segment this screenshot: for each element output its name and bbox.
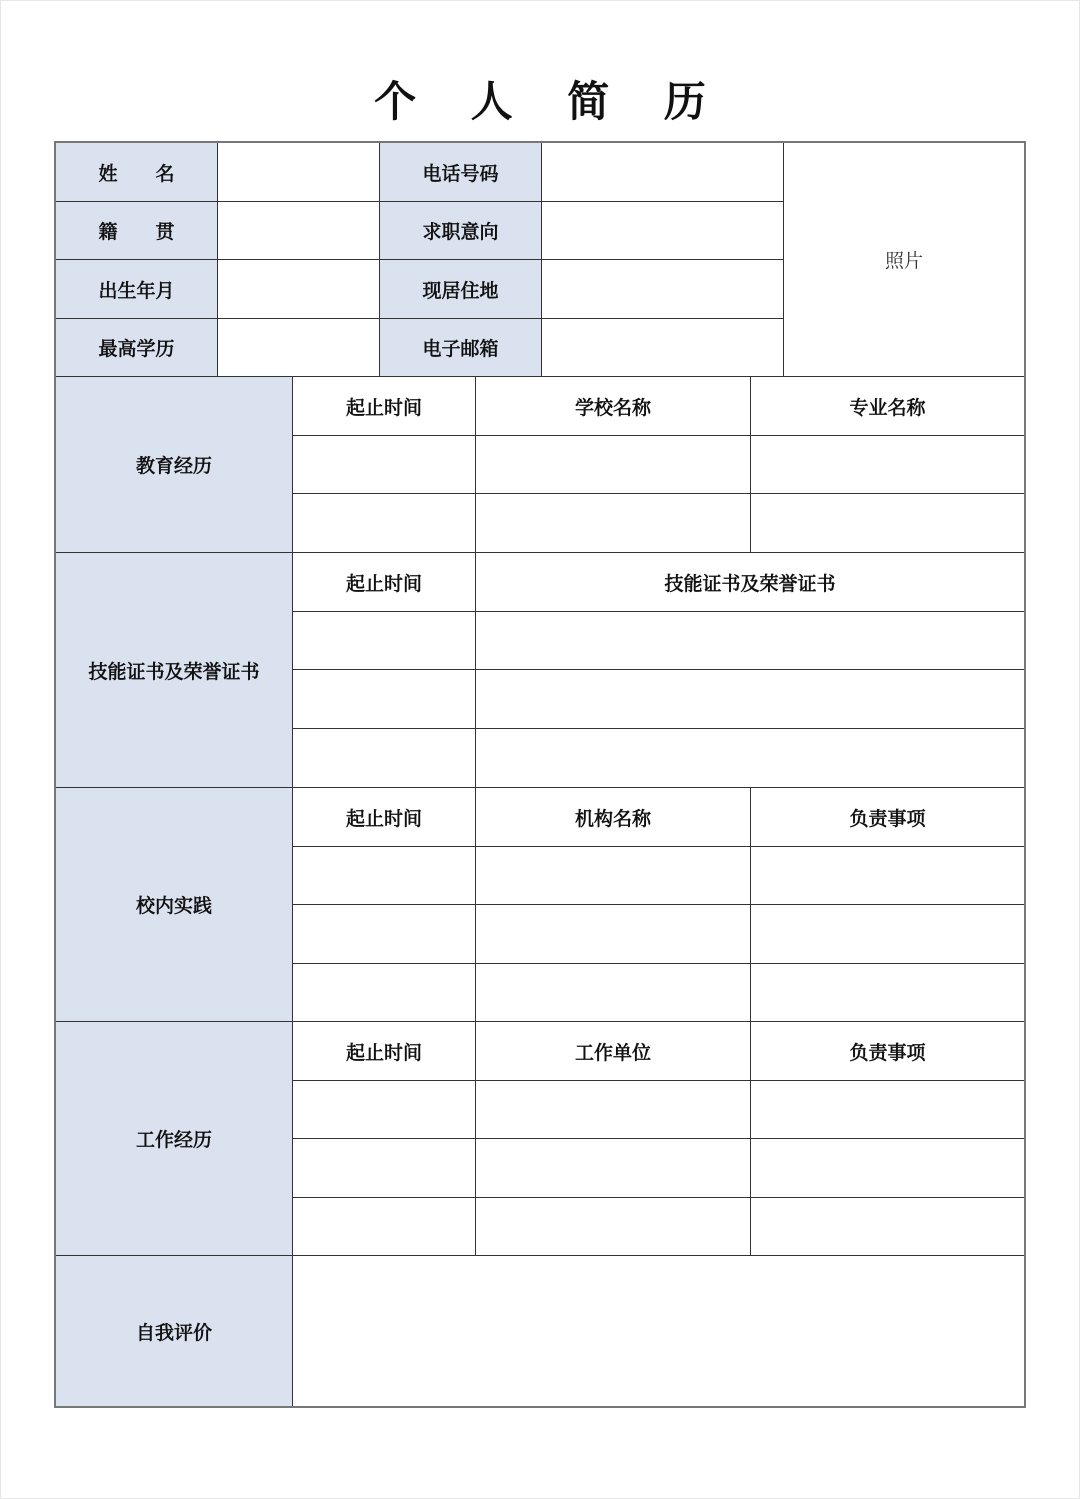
campus-practice-section-label: 校内实践	[56, 788, 293, 1022]
work-row-3-period[interactable]	[293, 1198, 476, 1256]
photo-box[interactable]: 照片	[784, 143, 1024, 377]
work-row-2-employer[interactable]	[476, 1139, 751, 1198]
job-intent-label: 求职意向	[380, 202, 542, 260]
work-row-1-duties[interactable]	[751, 1081, 1024, 1139]
education-header-major: 专业名称	[751, 377, 1024, 436]
certificates-row-3-name[interactable]	[476, 729, 1024, 788]
certificates-row-1-name[interactable]	[476, 612, 1024, 670]
name-label: 姓 名	[56, 143, 218, 202]
campus-row-1-organization[interactable]	[476, 847, 751, 905]
certificates-header-period: 起止时间	[293, 553, 476, 612]
education-section-label: 教育经历	[56, 377, 293, 553]
phone-field[interactable]	[542, 143, 784, 202]
resume-table	[54, 141, 1026, 1408]
education-row-1-major[interactable]	[751, 436, 1024, 494]
certificates-header-name: 技能证书及荣誉证书	[476, 553, 1024, 612]
phone-label: 电话号码	[380, 143, 542, 202]
campus-header-period: 起止时间	[293, 788, 476, 847]
work-section-label: 工作经历	[56, 1022, 293, 1256]
certificates-row-3-period[interactable]	[293, 729, 476, 788]
education-row-2-major[interactable]	[751, 494, 1024, 553]
certificates-row-2-period[interactable]	[293, 670, 476, 729]
campus-row-1-duties[interactable]	[751, 847, 1024, 905]
certificates-row-1-period[interactable]	[293, 612, 476, 670]
campus-header-organization: 机构名称	[476, 788, 751, 847]
work-row-1-employer[interactable]	[476, 1081, 751, 1139]
self-evaluation-field[interactable]	[293, 1256, 1024, 1406]
campus-row-1-period[interactable]	[293, 847, 476, 905]
name-field[interactable]	[218, 143, 380, 202]
education-row-2-period[interactable]	[293, 494, 476, 553]
education-row-2-school[interactable]	[476, 494, 751, 553]
self-evaluation-label: 自我评价	[56, 1256, 293, 1406]
origin-label: 籍 贯	[56, 202, 218, 260]
education-level-label: 最高学历	[56, 319, 218, 377]
education-header-school: 学校名称	[476, 377, 751, 436]
page-title: 个 人 简 历	[374, 77, 726, 126]
campus-row-2-duties[interactable]	[751, 905, 1024, 964]
certificates-section-label: 技能证书及荣誉证书	[56, 553, 293, 788]
campus-row-3-duties[interactable]	[751, 964, 1024, 1022]
work-row-3-employer[interactable]	[476, 1198, 751, 1256]
education-header-period: 起止时间	[293, 377, 476, 436]
certificates-row-2-name[interactable]	[476, 670, 1024, 729]
residence-field[interactable]	[542, 260, 784, 319]
birth-label: 出生年月	[56, 260, 218, 319]
email-field[interactable]	[542, 319, 784, 377]
work-header-duties: 负责事项	[751, 1022, 1024, 1081]
campus-row-2-organization[interactable]	[476, 905, 751, 964]
education-level-field[interactable]	[218, 319, 380, 377]
campus-row-3-period[interactable]	[293, 964, 476, 1022]
job-intent-field[interactable]	[542, 202, 784, 260]
education-row-1-school[interactable]	[476, 436, 751, 494]
birth-field[interactable]	[218, 260, 380, 319]
work-row-3-duties[interactable]	[751, 1198, 1024, 1256]
work-header-period: 起止时间	[293, 1022, 476, 1081]
campus-header-duties: 负责事项	[751, 788, 1024, 847]
campus-row-2-period[interactable]	[293, 905, 476, 964]
work-header-employer: 工作单位	[476, 1022, 751, 1081]
origin-field[interactable]	[218, 202, 380, 260]
work-row-2-period[interactable]	[293, 1139, 476, 1198]
campus-row-3-organization[interactable]	[476, 964, 751, 1022]
email-label: 电子邮箱	[380, 319, 542, 377]
work-row-2-duties[interactable]	[751, 1139, 1024, 1198]
education-row-1-period[interactable]	[293, 436, 476, 494]
work-row-1-period[interactable]	[293, 1081, 476, 1139]
residence-label: 现居住地	[380, 260, 542, 319]
